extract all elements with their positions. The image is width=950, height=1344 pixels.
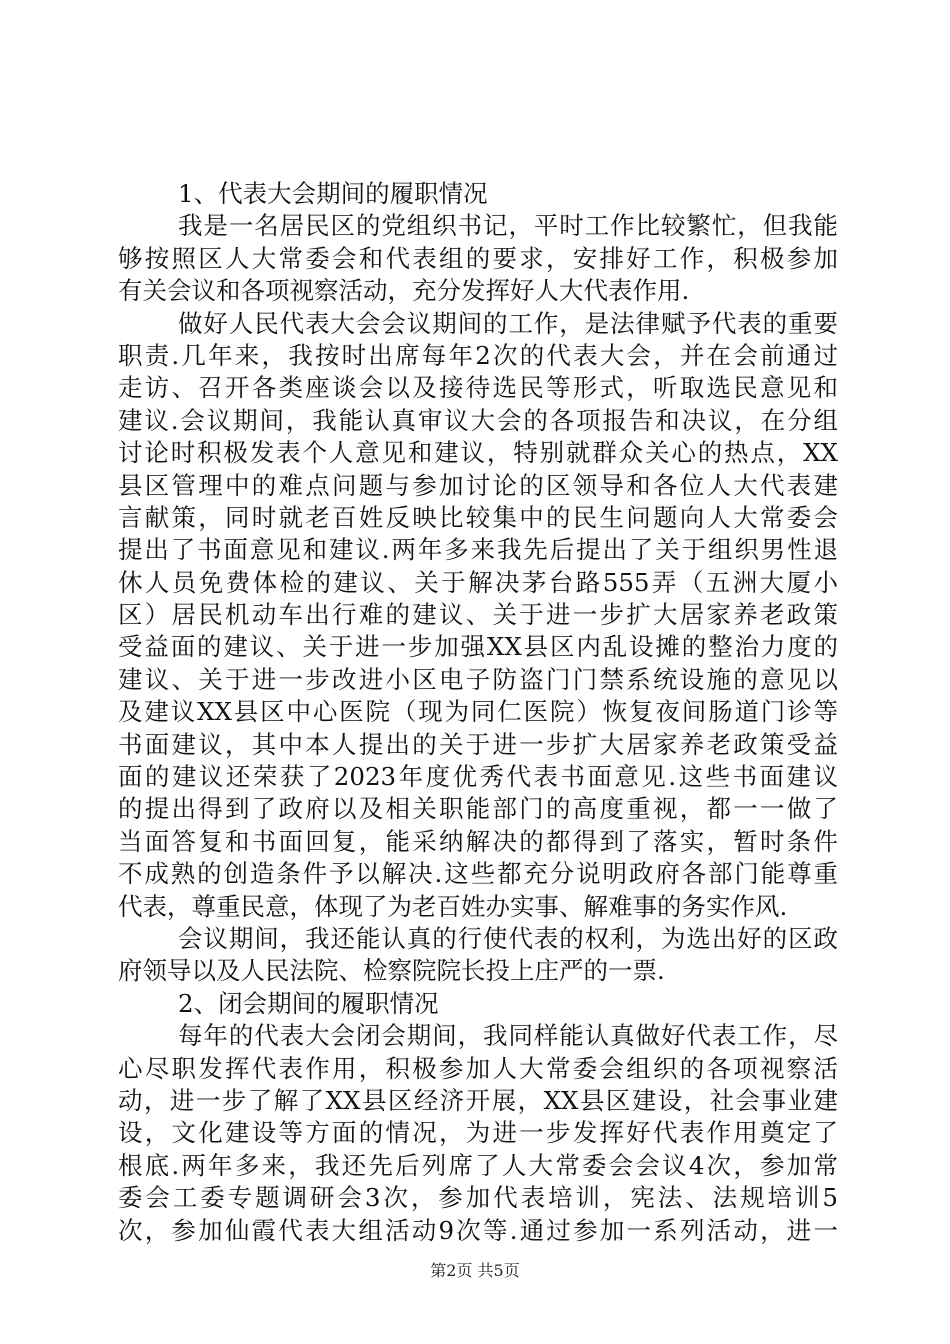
text-line: 够按照区人大常委会和代表组的要求，安排好工作，积极参加 (118, 243, 838, 273)
text-line: 讨论时积极发表个人意见和建议，特别就群众关心的热点，XX (118, 438, 838, 468)
document-body (118, 178, 838, 1247)
text-line: 次，参加仙霞代表大组活动9次等.通过参加一系列活动，进一 (118, 1215, 838, 1245)
text-line: 当面答复和书面回复，能采纳解决的都得到了落实，暂时条件 (118, 826, 838, 856)
text-line: 动，进一步了解了XX县区经济开展，XX县区建设，社会事业建 (118, 1085, 838, 1115)
page-footer (0, 1258, 950, 1281)
text-line: 提出了书面意见和建议.两年多来我先后提出了关于组织男性退 (118, 535, 838, 565)
text-line: 书面建议，其中本人提出的关于进一步扩大居家养老政策受益 (118, 729, 838, 759)
text-line: 面的建议还荣获了2023年度优秀代表书面意见.这些书面建议 (118, 762, 838, 792)
text-line: 区）居民机动车出行难的建议、关于进一步扩大居家养老政策 (118, 600, 838, 630)
text-line: 的提出得到了政府以及相关职能部门的高度重视，都一一做了 (118, 794, 838, 824)
page-number: 第2页 共5页 (430, 1261, 520, 1280)
text-line: 职责.几年来，我按时出席每年2次的代表大会，并在会前通过 (118, 340, 838, 370)
text-line: 会议期间，我还能认真的行使代表的权利，为选出好的区政 (178, 923, 838, 953)
text-line: 县区管理中的难点问题与参加讨论的区领导和各位人大代表建 (118, 470, 838, 500)
text-line: 建议、关于进一步改进小区电子防盗门门禁系统设施的意见以 (118, 664, 838, 694)
text-line: 建议.会议期间，我能认真审议大会的各项报告和决议，在分组 (118, 405, 838, 435)
text-line: 有关会议和各项视察活动，充分发挥好人大代表作用. (118, 276, 690, 306)
text-line: 设，文化建设等方面的情况，为进一步发挥好代表作用奠定了 (118, 1118, 838, 1148)
text-line: 及建议XX县区中心医院（现为同仁医院）恢复夜间肠道门诊等 (118, 697, 838, 727)
text-line: 府领导以及人民法院、检察院院长投上庄严的一票. (118, 956, 665, 986)
text-line: 受益面的建议、关于进一步加强XX县区内乱设摊的整治力度的 (118, 632, 838, 662)
text-line: 每年的代表大会闭会期间，我同样能认真做好代表工作，尽 (178, 1021, 838, 1051)
text-line: 2、闭会期间的履职情况 (178, 988, 439, 1018)
text-line: 不成熟的创造条件予以解决.这些都充分说明政府各部门能尊重 (118, 859, 838, 889)
text-line: 代表，尊重民意，体现了为老百姓办实事、解难事的务实作风. (118, 891, 788, 921)
text-line: 委会工委专题调研会3次，参加代表培训，宪法、法规培训5 (118, 1183, 838, 1213)
text-line: 走访、召开各类座谈会以及接待选民等形式，听取选民意见和 (118, 373, 838, 403)
text-line: 根底.两年多来，我还先后列席了人大常委会会议4次，参加常 (118, 1150, 838, 1180)
text-line: 休人员免费体检的建议、关于解决茅台路555弄（五洲大厦小 (118, 567, 838, 597)
text-line: 我是一名居民区的党组织书记，平时工作比较繁忙，但我能 (178, 211, 838, 241)
text-line: 言献策，同时就老百姓反映比较集中的民生问题向人大常委会 (118, 502, 838, 532)
text-line: 做好人民代表大会会议期间的工作，是法律赋予代表的重要 (178, 308, 838, 338)
text-line: 心尽职发挥代表作用，积极参加人大常委会组织的各项视察活 (118, 1053, 838, 1083)
text-line: 1、代表大会期间的履职情况 (178, 179, 488, 208)
